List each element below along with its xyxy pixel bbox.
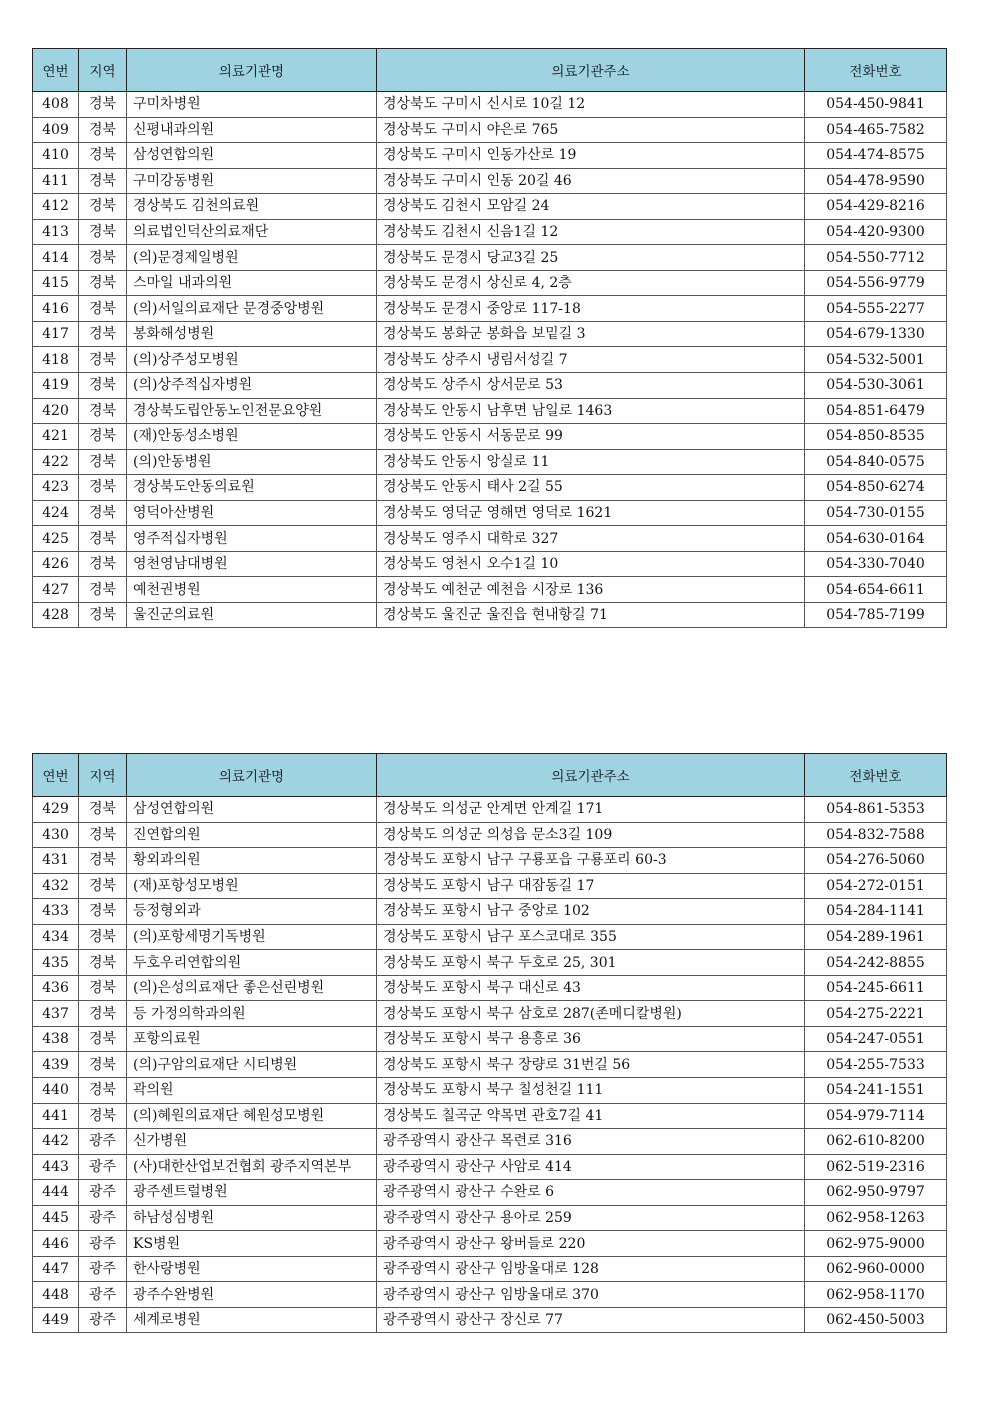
cell-address: 경상북도 문경시 상신로 4, 2층	[377, 270, 805, 296]
cell-region: 경북	[79, 822, 127, 848]
table-row	[33, 602, 947, 628]
cell-name: 구미차병원	[127, 92, 377, 118]
cell-address: 경상북도 상주시 상서문로 53	[377, 373, 805, 399]
cell-address: 경상북도 안동시 서동문로 99	[377, 424, 805, 450]
cell-no: 437	[33, 1001, 79, 1027]
cell-region: 경북	[79, 449, 127, 475]
cell-no: 448	[33, 1282, 79, 1308]
cell-name: 등정형외과	[127, 899, 377, 925]
cell-region: 광주	[79, 1282, 127, 1308]
cell-region: 광주	[79, 1180, 127, 1206]
cell-address: 경상북도 영주시 대학로 327	[377, 526, 805, 552]
cell-address: 경상북도 김천시 모암길 24	[377, 194, 805, 220]
cell-address: 경상북도 포항시 남구 중앙로 102	[377, 899, 805, 925]
col-header-address: 의료기관주소	[377, 754, 805, 797]
cell-region: 경북	[79, 797, 127, 823]
cell-region: 경북	[79, 924, 127, 950]
cell-phone: 054-654-6611	[805, 577, 947, 603]
cell-phone: 054-530-3061	[805, 373, 947, 399]
cell-no: 419	[33, 373, 79, 399]
table-row	[33, 950, 947, 976]
cell-name: (의)안동병원	[127, 449, 377, 475]
cell-name: (의)혜원의료재단 혜원성모병원	[127, 1103, 377, 1129]
cell-name: 경상북도 김천의료원	[127, 194, 377, 220]
table-row	[33, 822, 947, 848]
table-row	[33, 1205, 947, 1231]
table-row	[33, 373, 947, 399]
cell-name: 예천권병원	[127, 577, 377, 603]
cell-phone: 062-958-1170	[805, 1282, 947, 1308]
cell-address: 경상북도 구미시 인동 20길 46	[377, 168, 805, 194]
cell-no: 432	[33, 873, 79, 899]
cell-region: 경북	[79, 500, 127, 526]
col-header-region: 지역	[79, 754, 127, 797]
cell-phone: 054-245-6611	[805, 975, 947, 1001]
table-body	[33, 92, 947, 628]
cell-name: 세계로병원	[127, 1307, 377, 1333]
table-row	[33, 1103, 947, 1129]
cell-phone: 054-289-1961	[805, 924, 947, 950]
cell-region: 광주	[79, 1154, 127, 1180]
cell-region: 경북	[79, 475, 127, 501]
cell-phone: 054-556-9779	[805, 270, 947, 296]
cell-phone: 054-861-5353	[805, 797, 947, 823]
cell-no: 446	[33, 1231, 79, 1257]
cell-name: (재)안동성소병원	[127, 424, 377, 450]
table-header	[33, 49, 947, 92]
cell-name: 두호우리연합의원	[127, 950, 377, 976]
cell-name: (의)은성의료재단 좋은선린병원	[127, 975, 377, 1001]
table-row	[33, 296, 947, 322]
col-header-name: 의료기관명	[127, 754, 377, 797]
cell-phone: 054-979-7114	[805, 1103, 947, 1129]
cell-address: 경상북도 안동시 태사 2길 55	[377, 475, 805, 501]
cell-phone: 054-429-8216	[805, 194, 947, 220]
cell-phone: 054-478-9590	[805, 168, 947, 194]
cell-region: 경북	[79, 270, 127, 296]
cell-phone: 054-450-9841	[805, 92, 947, 118]
table-row	[33, 1052, 947, 1078]
cell-phone: 054-420-9300	[805, 219, 947, 245]
cell-name: 경상북도립안동노인전문요양원	[127, 398, 377, 424]
cell-no: 421	[33, 424, 79, 450]
col-header-name: 의료기관명	[127, 49, 377, 92]
cell-phone: 054-850-6274	[805, 475, 947, 501]
cell-name: 신가병원	[127, 1129, 377, 1155]
cell-name: 구미강동병원	[127, 168, 377, 194]
table-row	[33, 117, 947, 143]
cell-address: 경상북도 포항시 북구 칠성천길 111	[377, 1078, 805, 1104]
table-row	[33, 245, 947, 271]
table-row	[33, 899, 947, 925]
cell-phone: 054-679-1330	[805, 321, 947, 347]
cell-name: 울진군의료원	[127, 602, 377, 628]
cell-no: 443	[33, 1154, 79, 1180]
cell-name: 광주센트럴병원	[127, 1180, 377, 1206]
cell-no: 431	[33, 848, 79, 874]
cell-no: 444	[33, 1180, 79, 1206]
cell-phone: 054-630-0164	[805, 526, 947, 552]
cell-region: 경북	[79, 398, 127, 424]
col-header-region: 지역	[79, 49, 127, 92]
cell-name: 신평내과의원	[127, 117, 377, 143]
cell-region: 광주	[79, 1231, 127, 1257]
cell-address: 경상북도 포항시 남구 포스코대로 355	[377, 924, 805, 950]
table-row	[33, 321, 947, 347]
cell-address: 광주광역시 광산구 용아로 259	[377, 1205, 805, 1231]
cell-phone: 062-958-1263	[805, 1205, 947, 1231]
cell-region: 광주	[79, 1129, 127, 1155]
table-row	[33, 1307, 947, 1333]
cell-address: 경상북도 영덕군 영해면 영덕로 1621	[377, 500, 805, 526]
cell-name: 의료법인덕산의료재단	[127, 219, 377, 245]
cell-phone: 054-247-0551	[805, 1026, 947, 1052]
cell-no: 422	[33, 449, 79, 475]
table-row	[33, 1282, 947, 1308]
cell-region: 경북	[79, 347, 127, 373]
cell-no: 410	[33, 143, 79, 169]
cell-no: 420	[33, 398, 79, 424]
cell-name: 경상북도안동의료원	[127, 475, 377, 501]
cell-name: (의)문경제일병원	[127, 245, 377, 271]
table-row	[33, 1154, 947, 1180]
cell-address: 경상북도 포항시 북구 장량로 31번길 56	[377, 1052, 805, 1078]
cell-address: 경상북도 의성군 안계면 안계길 171	[377, 797, 805, 823]
table-row	[33, 449, 947, 475]
cell-name: 곽의원	[127, 1078, 377, 1104]
cell-name: 포항의료원	[127, 1026, 377, 1052]
cell-phone: 054-474-8575	[805, 143, 947, 169]
cell-name: 한사랑병원	[127, 1256, 377, 1282]
cell-region: 경북	[79, 143, 127, 169]
cell-region: 경북	[79, 950, 127, 976]
cell-phone: 054-850-8535	[805, 424, 947, 450]
cell-no: 436	[33, 975, 79, 1001]
cell-no: 409	[33, 117, 79, 143]
cell-name: 삼성연합의원	[127, 143, 377, 169]
cell-phone: 062-975-9000	[805, 1231, 947, 1257]
cell-phone: 054-840-0575	[805, 449, 947, 475]
cell-address: 경상북도 김천시 신음1길 12	[377, 219, 805, 245]
cell-address: 경상북도 포항시 남구 대잠동길 17	[377, 873, 805, 899]
cell-name: (의)서일의료재단 문경중앙병원	[127, 296, 377, 322]
cell-address: 경상북도 포항시 북구 삼호로 287(존메디칼병원)	[377, 1001, 805, 1027]
cell-region: 경북	[79, 899, 127, 925]
table-row	[33, 551, 947, 577]
cell-phone: 062-610-8200	[805, 1129, 947, 1155]
cell-region: 경북	[79, 1001, 127, 1027]
cell-region: 경북	[79, 848, 127, 874]
cell-phone: 054-275-2221	[805, 1001, 947, 1027]
cell-no: 439	[33, 1052, 79, 1078]
cell-phone: 054-284-1141	[805, 899, 947, 925]
cell-region: 경북	[79, 602, 127, 628]
cell-no: 441	[33, 1103, 79, 1129]
cell-no: 440	[33, 1078, 79, 1104]
cell-region: 경북	[79, 1103, 127, 1129]
cell-no: 434	[33, 924, 79, 950]
cell-region: 경북	[79, 117, 127, 143]
cell-name: 하남성심병원	[127, 1205, 377, 1231]
cell-region: 경북	[79, 1026, 127, 1052]
cell-address: 경상북도 포항시 북구 용흥로 36	[377, 1026, 805, 1052]
cell-no: 433	[33, 899, 79, 925]
table-row	[33, 1256, 947, 1282]
cell-no: 418	[33, 347, 79, 373]
cell-name: 영주적십자병원	[127, 526, 377, 552]
table-row	[33, 577, 947, 603]
table-row	[33, 398, 947, 424]
cell-address: 광주광역시 광산구 임방울대로 370	[377, 1282, 805, 1308]
table-body	[33, 797, 947, 1333]
cell-phone: 054-832-7588	[805, 822, 947, 848]
cell-region: 경북	[79, 975, 127, 1001]
cell-name: (의)상주적십자병원	[127, 373, 377, 399]
cell-address: 광주광역시 광산구 수완로 6	[377, 1180, 805, 1206]
cell-region: 광주	[79, 1307, 127, 1333]
cell-region: 광주	[79, 1256, 127, 1282]
table-row	[33, 92, 947, 118]
cell-phone: 054-255-7533	[805, 1052, 947, 1078]
table-row	[33, 1026, 947, 1052]
cell-no: 445	[33, 1205, 79, 1231]
cell-region: 경북	[79, 168, 127, 194]
cell-address: 경상북도 구미시 인동가산로 19	[377, 143, 805, 169]
table-row	[33, 526, 947, 552]
table-row	[33, 1001, 947, 1027]
cell-no: 413	[33, 219, 79, 245]
cell-no: 430	[33, 822, 79, 848]
cell-phone: 062-519-2316	[805, 1154, 947, 1180]
cell-no: 429	[33, 797, 79, 823]
cell-no: 412	[33, 194, 79, 220]
cell-address: 경상북도 안동시 앙실로 11	[377, 449, 805, 475]
cell-phone: 054-785-7199	[805, 602, 947, 628]
table-row	[33, 848, 947, 874]
cell-name: 봉화해성병원	[127, 321, 377, 347]
cell-address: 경상북도 봉화군 봉화읍 보밑길 3	[377, 321, 805, 347]
cell-no: 408	[33, 92, 79, 118]
cell-phone: 062-450-5003	[805, 1307, 947, 1333]
hospital-table-2	[32, 753, 947, 1333]
col-header-no: 연번	[33, 49, 79, 92]
table-row	[33, 424, 947, 450]
table-header	[33, 754, 947, 797]
cell-no: 411	[33, 168, 79, 194]
cell-address: 경상북도 포항시 북구 두호로 25, 301	[377, 950, 805, 976]
cell-name: (사)대한산업보건협회 광주지역본부	[127, 1154, 377, 1180]
cell-phone: 054-330-7040	[805, 551, 947, 577]
col-header-phone: 전화번호	[805, 49, 947, 92]
cell-no: 416	[33, 296, 79, 322]
cell-phone: 054-550-7712	[805, 245, 947, 271]
cell-address: 경상북도 상주시 냉림서성길 7	[377, 347, 805, 373]
cell-phone: 054-730-0155	[805, 500, 947, 526]
cell-region: 경북	[79, 92, 127, 118]
cell-address: 경상북도 문경시 중앙로 117-18	[377, 296, 805, 322]
cell-address: 광주광역시 광산구 왕버들로 220	[377, 1231, 805, 1257]
cell-no: 435	[33, 950, 79, 976]
table-row	[33, 475, 947, 501]
table-row	[33, 1078, 947, 1104]
cell-name: (재)포항성모병원	[127, 873, 377, 899]
cell-region: 경북	[79, 1078, 127, 1104]
cell-address: 경상북도 포항시 남구 구룡포읍 구룡포리 60-3	[377, 848, 805, 874]
table-row	[33, 873, 947, 899]
cell-name: 영천영남대병원	[127, 551, 377, 577]
cell-address: 광주광역시 광산구 사암로 414	[377, 1154, 805, 1180]
cell-address: 경상북도 구미시 신시로 10길 12	[377, 92, 805, 118]
cell-phone: 062-950-9797	[805, 1180, 947, 1206]
col-header-phone: 전화번호	[805, 754, 947, 797]
table-row	[33, 270, 947, 296]
table-row	[33, 975, 947, 1001]
cell-region: 경북	[79, 296, 127, 322]
cell-no: 447	[33, 1256, 79, 1282]
table-row	[33, 219, 947, 245]
cell-no: 426	[33, 551, 79, 577]
cell-address: 광주광역시 광산구 장신로 77	[377, 1307, 805, 1333]
cell-address: 경상북도 포항시 북구 대신로 43	[377, 975, 805, 1001]
cell-no: 423	[33, 475, 79, 501]
cell-address: 경상북도 영천시 오수1길 10	[377, 551, 805, 577]
cell-region: 경북	[79, 321, 127, 347]
hospital-table-1	[32, 48, 947, 628]
cell-region: 경북	[79, 219, 127, 245]
table-row	[33, 1180, 947, 1206]
cell-no: 417	[33, 321, 79, 347]
cell-address: 경상북도 울진군 울진읍 현내항길 71	[377, 602, 805, 628]
cell-name: 등 가정의학과의원	[127, 1001, 377, 1027]
table-row	[33, 168, 947, 194]
cell-address: 광주광역시 광산구 임방울대로 128	[377, 1256, 805, 1282]
cell-no: 415	[33, 270, 79, 296]
table-row	[33, 924, 947, 950]
cell-address: 경상북도 예천군 예천읍 시장로 136	[377, 577, 805, 603]
cell-region: 경북	[79, 424, 127, 450]
cell-name: 스마일 내과의원	[127, 270, 377, 296]
cell-address: 경상북도 의성군 의성읍 문소3길 109	[377, 822, 805, 848]
cell-region: 경북	[79, 873, 127, 899]
cell-name: KS병원	[127, 1231, 377, 1257]
cell-no: 427	[33, 577, 79, 603]
cell-phone: 054-276-5060	[805, 848, 947, 874]
cell-region: 경북	[79, 551, 127, 577]
cell-phone: 054-532-5001	[805, 347, 947, 373]
cell-name: (의)구암의료재단 시티병원	[127, 1052, 377, 1078]
cell-phone: 054-465-7582	[805, 117, 947, 143]
cell-name: (의)포항세명기독병원	[127, 924, 377, 950]
table-row	[33, 347, 947, 373]
cell-address: 광주광역시 광산구 목련로 316	[377, 1129, 805, 1155]
cell-address: 경상북도 칠곡군 약목면 관호7길 41	[377, 1103, 805, 1129]
table-row	[33, 1129, 947, 1155]
cell-name: 진연합의원	[127, 822, 377, 848]
cell-address: 경상북도 문경시 당교3길 25	[377, 245, 805, 271]
cell-address: 경상북도 구미시 야은로 765	[377, 117, 805, 143]
cell-name: 삼성연합의원	[127, 797, 377, 823]
col-header-address: 의료기관주소	[377, 49, 805, 92]
table-row	[33, 500, 947, 526]
cell-address: 경상북도 안동시 남후면 남일로 1463	[377, 398, 805, 424]
cell-name: 영덕아산병원	[127, 500, 377, 526]
cell-region: 광주	[79, 1205, 127, 1231]
cell-region: 경북	[79, 194, 127, 220]
cell-phone: 054-272-0151	[805, 873, 947, 899]
table-row	[33, 143, 947, 169]
cell-region: 경북	[79, 1052, 127, 1078]
cell-phone: 054-555-2277	[805, 296, 947, 322]
cell-phone: 054-241-1551	[805, 1078, 947, 1104]
cell-phone: 062-960-0000	[805, 1256, 947, 1282]
cell-no: 425	[33, 526, 79, 552]
cell-phone: 054-242-8855	[805, 950, 947, 976]
cell-region: 경북	[79, 577, 127, 603]
cell-name: 광주수완병원	[127, 1282, 377, 1308]
cell-no: 414	[33, 245, 79, 271]
cell-region: 경북	[79, 245, 127, 271]
cell-name: 황외과의원	[127, 848, 377, 874]
cell-no: 424	[33, 500, 79, 526]
col-header-no: 연번	[33, 754, 79, 797]
cell-no: 449	[33, 1307, 79, 1333]
cell-no: 438	[33, 1026, 79, 1052]
cell-region: 경북	[79, 526, 127, 552]
table-row	[33, 797, 947, 823]
table-row	[33, 1231, 947, 1257]
cell-phone: 054-851-6479	[805, 398, 947, 424]
cell-name: (의)상주성모병원	[127, 347, 377, 373]
cell-region: 경북	[79, 373, 127, 399]
cell-no: 428	[33, 602, 79, 628]
cell-no: 442	[33, 1129, 79, 1155]
table-row	[33, 194, 947, 220]
